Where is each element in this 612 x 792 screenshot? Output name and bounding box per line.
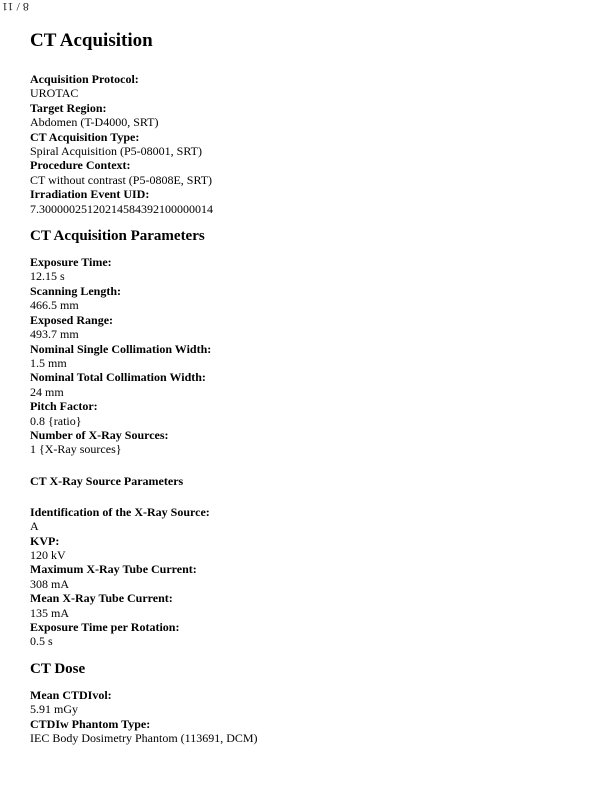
field-label: Irradiation Event UID: [30, 187, 150, 202]
field-label: KVP: [30, 533, 60, 548]
field-value: 0.8 {ratio} [30, 413, 82, 428]
field-value: 5.91 mGy [30, 702, 78, 717]
field-label: Number of X-Ray Sources: [30, 427, 169, 442]
field-label: Exposure Time per Rotation: [30, 620, 180, 634]
field-value: Abdomen (T-D4000, SRT) [30, 115, 159, 130]
field-value: 308 mA [30, 576, 69, 591]
field-label: Scanning Length: [30, 283, 122, 298]
field-label: Nominal Single Collimation Width: [30, 341, 212, 356]
ct-acquisition-fields [30, 72, 590, 216]
field-value: 24 mm [30, 384, 64, 399]
field-value: Spiral Acquisition (P5-08001, SRT) [30, 144, 202, 159]
ct-acquisition-parameters-title: CT Acquisition Parameters [30, 228, 205, 245]
field-label: Procedure Context: [30, 158, 131, 173]
ct-xray-source-parameters-fields [30, 505, 590, 649]
field-value: 12.15 s [30, 269, 65, 284]
field-value: 493.7 mm [30, 327, 79, 342]
field-label: Pitch Factor: [30, 399, 98, 414]
ct-xray-source-parameters-title: CT X-Ray Source Parameters [30, 473, 184, 488]
ct-dose-title: CT Dose [30, 660, 86, 677]
field-label: Mean CTDIvol: [30, 687, 112, 702]
field-value: 120 kV [30, 547, 66, 562]
field-value: UROTAC [30, 86, 79, 101]
report-content [30, 28, 590, 745]
field-label: Acquisition Protocol: [30, 72, 139, 86]
page-number: 8 / 11 [2, 0, 29, 14]
field-value: 1 {X-Ray sources} [30, 442, 122, 457]
field-value: CT without contrast (P5-0808E, SRT) [30, 172, 213, 187]
field-value: 7.30000025120214584392100000014 [30, 201, 213, 216]
ct-acquisition-title: CT Acquisition [30, 30, 153, 51]
field-value: 466.5 mm [30, 298, 79, 313]
field-label: Exposure Time: [30, 255, 112, 270]
field-label: Exposed Range: [30, 312, 114, 327]
field-label: Mean X-Ray Tube Current: [30, 591, 173, 606]
field-value: 0.5 s [30, 634, 53, 649]
field-label: Target Region: [30, 100, 107, 115]
field-label: CT Acquisition Type: [30, 129, 140, 144]
ct-acquisition-parameters-fields [30, 255, 590, 457]
field-value: IEC Body Dosimetry Phantom (113691, DCM) [30, 731, 258, 746]
ct-dose-fields [30, 688, 590, 746]
field-label: CTDIw Phantom Type: [30, 716, 151, 731]
field-value: A [30, 519, 39, 534]
field-label: Nominal Total Collimation Width: [30, 370, 206, 385]
field-value: 135 mA [30, 605, 69, 620]
field-label: Maximum X-Ray Tube Current: [30, 562, 197, 577]
field-value: 1.5 mm [30, 355, 67, 370]
field-label: Identification of the X-Ray Source: [30, 504, 210, 519]
